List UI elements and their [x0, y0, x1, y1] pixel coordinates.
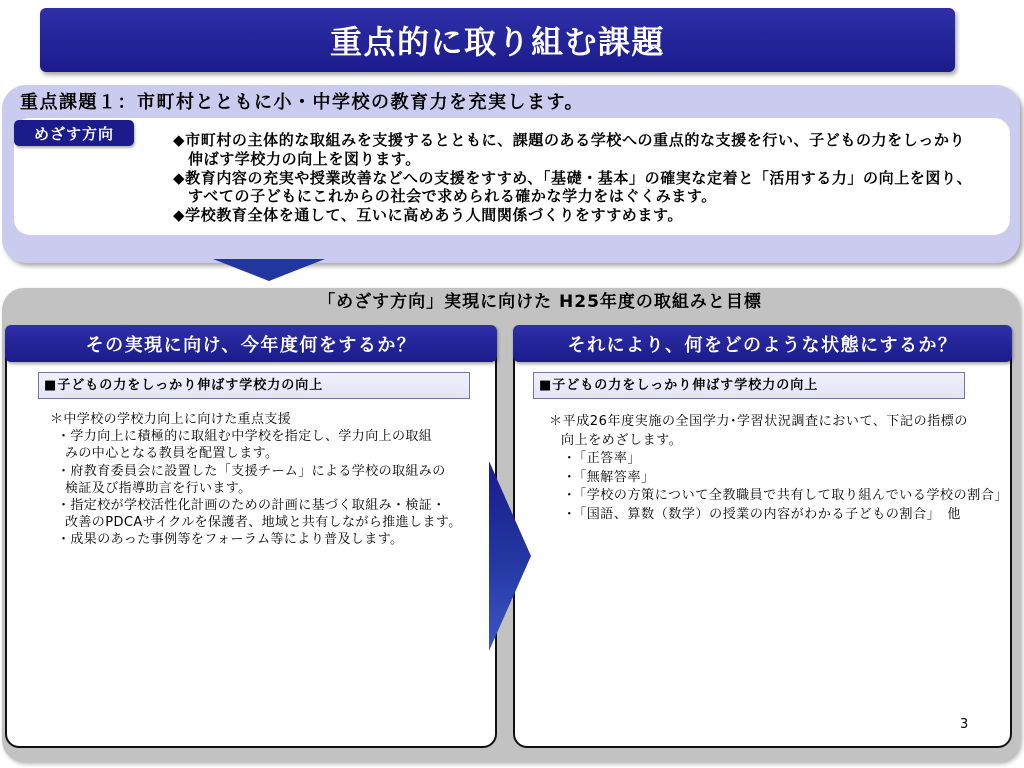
actions-line: ＊中学校の学校力向上に向けた重点支援	[50, 412, 292, 427]
down-arrow-icon	[213, 259, 325, 281]
goals-line: ＊平成26年度実施の全国学力･学習状況調査において、下記の指標の	[549, 414, 968, 429]
actions-line: 検証及び指導助言を行います。	[65, 480, 252, 496]
slide-title: 重点的に取り組む課題	[329, 23, 665, 61]
actions-line: 改善のPDCAサイクルを保護者、地域と共有しながら推進します。	[65, 515, 462, 531]
actions-line: みの中心となる教員を配置します。	[65, 446, 279, 462]
actions-card	[5, 325, 497, 748]
goals-line: 向上をめざします。	[561, 432, 683, 448]
actions-line: ・学力向上に積極的に取組む中学校を指定し、学力向上の取組	[57, 429, 433, 445]
goals-card-frame	[513, 340, 1012, 748]
direction-bullet-continuation: 伸ばす学校力の向上を図ります。	[188, 149, 421, 168]
actions-subheading: ■子どもの力をしっかり伸ばす学校力の向上	[38, 372, 470, 399]
actions-line: ・成果のあった事例等をフォーラム等により普及します。	[57, 532, 404, 548]
goals-line: ･「無解答率」	[566, 469, 655, 485]
goals-card-header	[513, 325, 1012, 362]
goals-text	[513, 413, 1012, 525]
page-number: 3	[960, 717, 969, 732]
goals-card	[513, 325, 1012, 748]
direction-bullet-continuation: すべての子どもにこれからの社会で求められる確かな学力をはぐくみます。	[188, 187, 717, 206]
actions-card-header	[5, 325, 497, 362]
goals-line: ･「学校の方策について全教職員で共有して取り組んでいる学校の割合」	[566, 488, 1009, 504]
direction-tag	[14, 120, 134, 146]
goals-line: ･「正答率」	[566, 451, 642, 467]
goals-subheading: ■子どもの力をしっかり伸ばす学校力の向上	[533, 372, 965, 399]
direction-bullet-line: ◆教育内容の充実や授業改善などへの支援をすすめ、「基礎・基本」の確実な定着と「活用する力」の向上を図り、	[173, 168, 973, 187]
actions-text	[5, 411, 497, 549]
actions-card-title: その実現に向け、今年度何をするか？	[85, 334, 417, 356]
plan-heading: 「めざす方向」実現に向けた H25年度の取組みと目標	[318, 292, 762, 312]
direction-bullet-line: ◆学校教育全体を通して、互いに高めあう人間関係づくりをすすめます。	[173, 206, 683, 224]
goals-card-title: それにより、何をどのような状態にするか？	[567, 334, 958, 356]
direction-tag-label: めざす方向	[33, 124, 114, 143]
title-banner	[40, 8, 955, 72]
right-arrow-icon	[489, 461, 531, 651]
issue-panel	[2, 85, 1020, 263]
direction-bullet-line: ◆市町村の主体的な取組みを支援するとともに、課題のある学校への重点的な支援を行い、子どもの力をしっかり	[173, 131, 966, 149]
actions-line: ・指定校が学校活性化計画のための計画に基づく取組み・検証・	[57, 498, 446, 514]
issue-heading: 重点課題１：市町村とともに小・中学校の教育力を充実します。	[20, 92, 585, 113]
direction-bullets	[173, 131, 972, 225]
actions-line: ・府教育委員会に設置した「支援チーム」による学校の取組みの	[57, 463, 446, 479]
goals-line: ･「国語、算数（数学）の授業の内容がわかる子どもの割合」 他	[566, 506, 962, 522]
